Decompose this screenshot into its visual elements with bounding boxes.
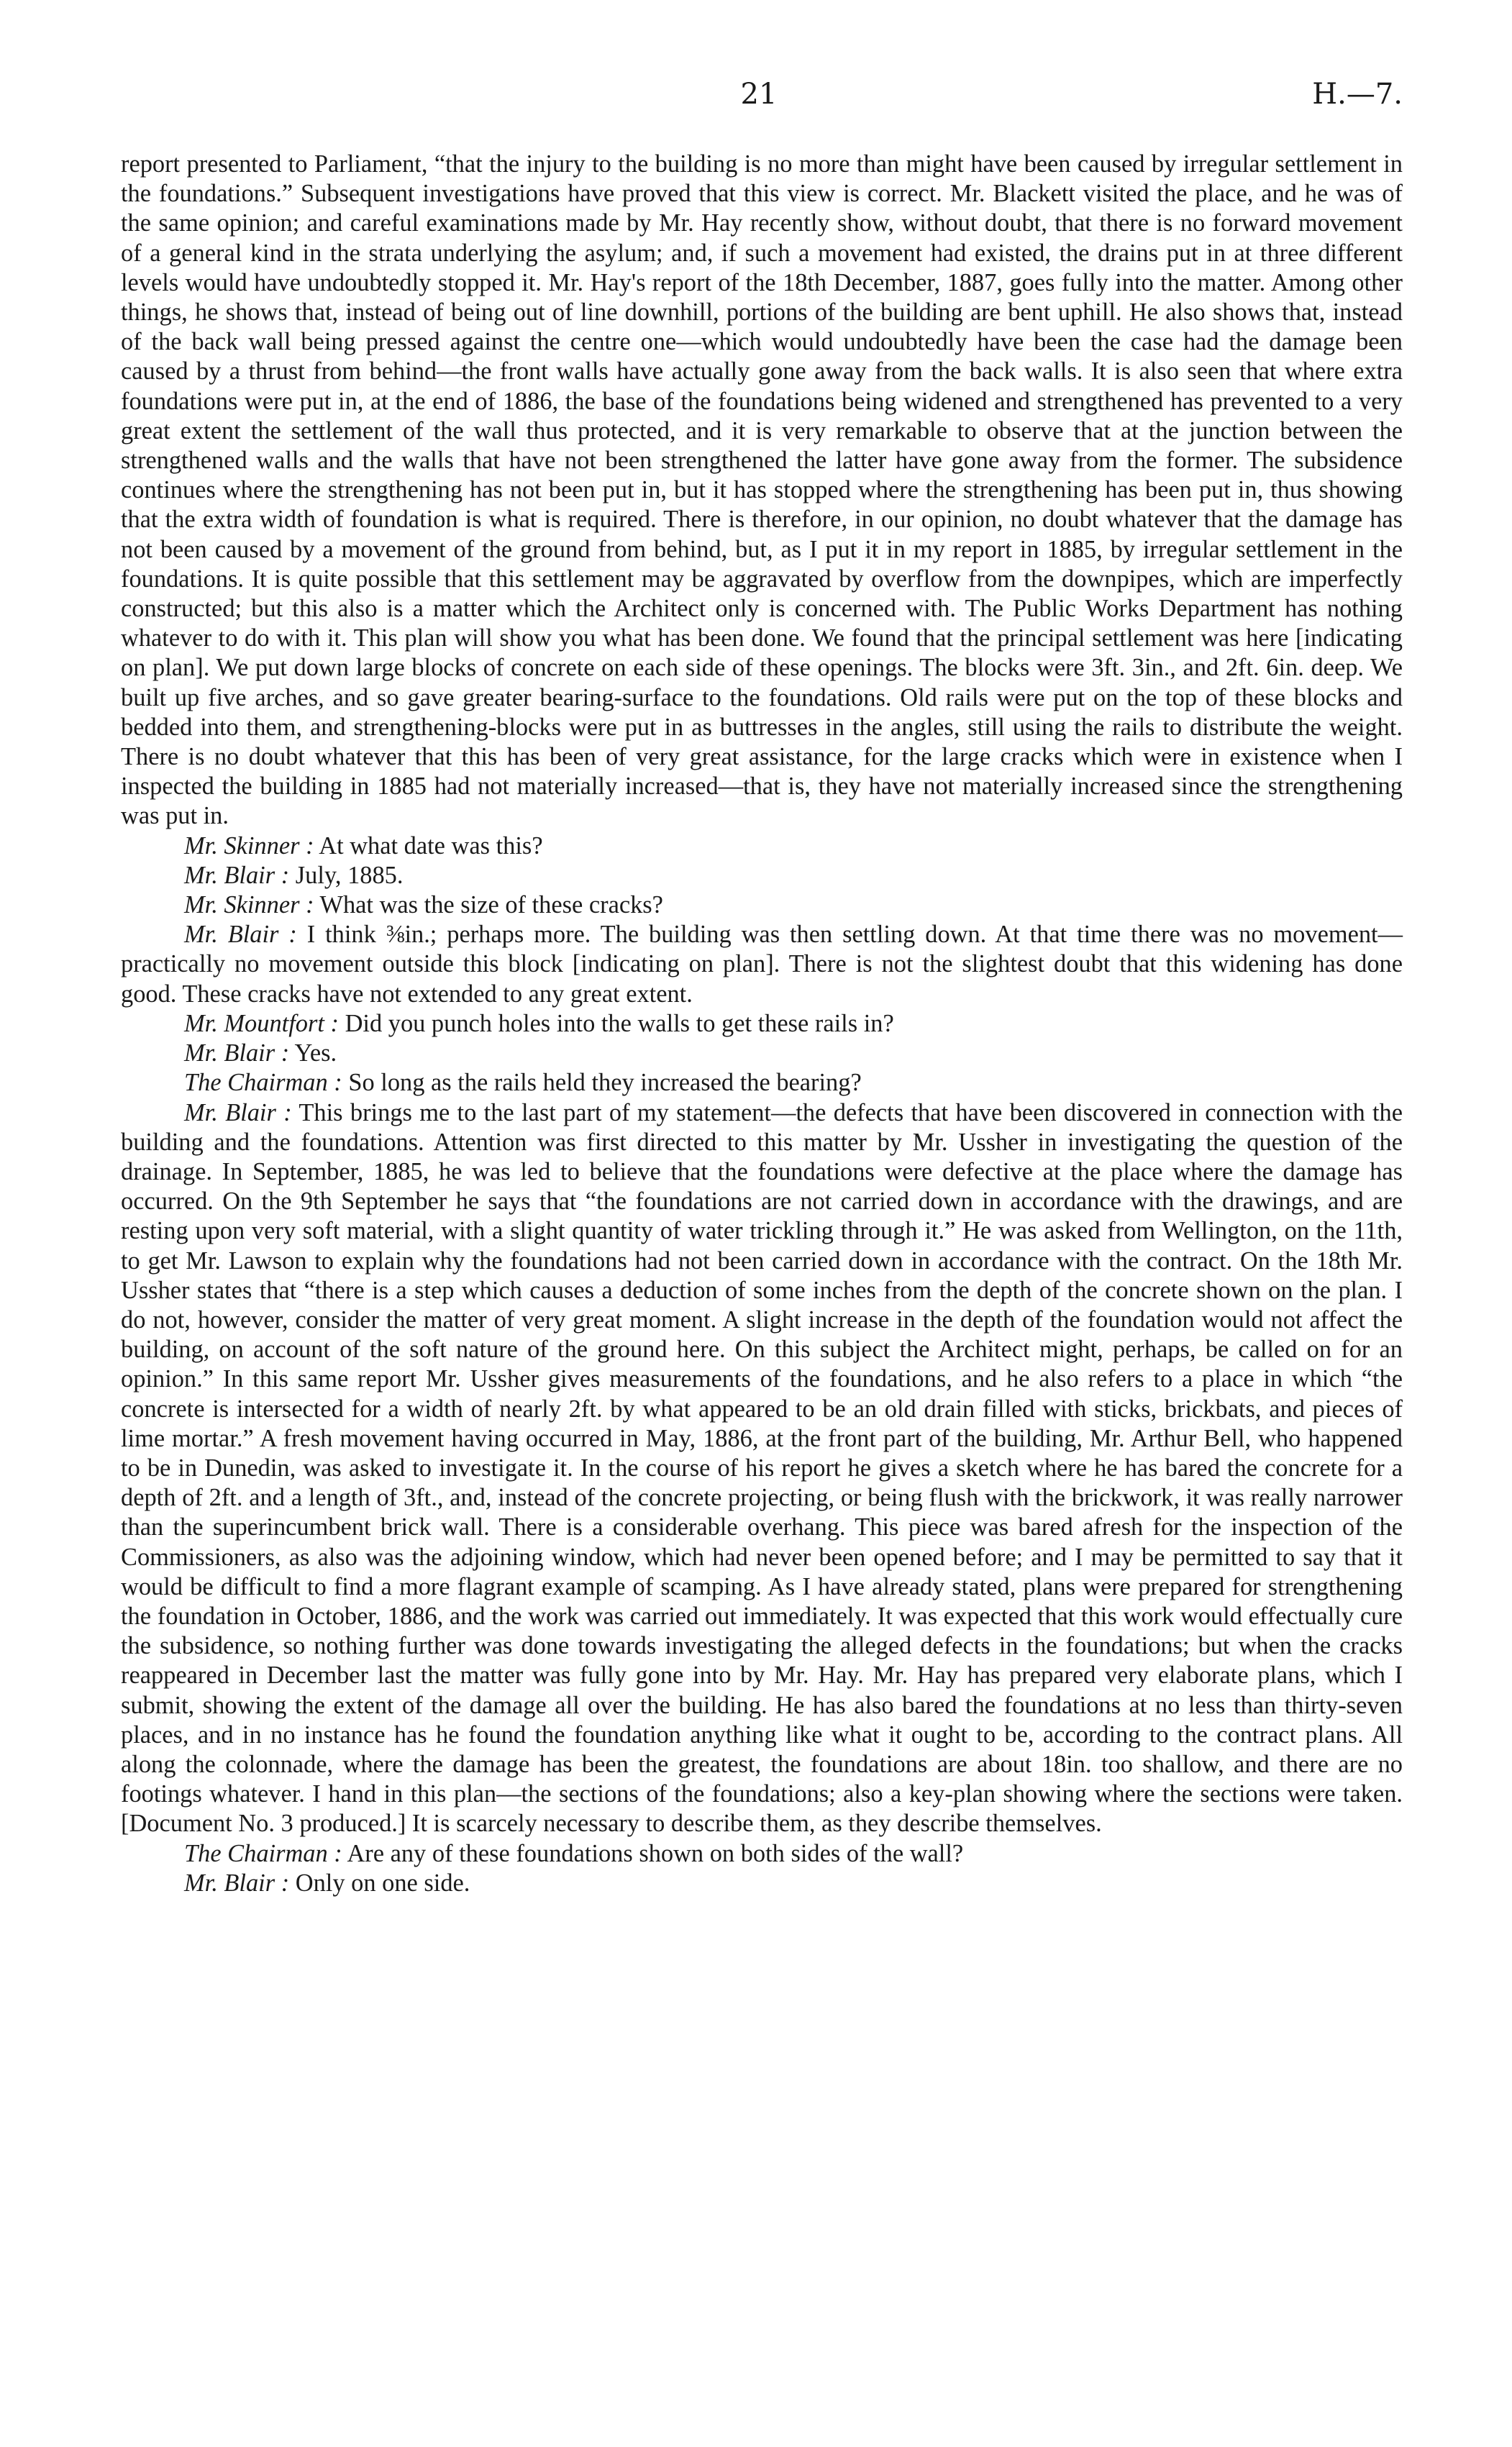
speaker-name: Mr. Skinner : <box>184 831 314 860</box>
dialogue-line <box>121 861 1403 890</box>
speaker-name: Mr. Blair : <box>184 861 290 889</box>
speaker-name: The Chairman : <box>184 1839 342 1867</box>
dialogue-text: July, 1885. <box>295 861 404 889</box>
dialogue-line <box>121 920 1403 1009</box>
dialogue-text: I think ⅜in.; perhaps more. The building was then settling down. At that time there was no movement—practically no movement outside this block [indicating on plan]. There is not the slightest doubt that this widening has done good. These cracks have not extended to any great extent. <box>121 921 1403 1008</box>
body-text <box>121 150 1403 1898</box>
dialogue-line <box>121 1009 1403 1039</box>
page-number: 21 <box>740 78 778 111</box>
dialogue-line <box>121 890 1403 920</box>
dialogue-line <box>121 1068 1403 1098</box>
dialogue-text: At what date was this? <box>319 831 543 860</box>
speaker-name: Mr. Mountfort : <box>184 1009 339 1037</box>
speaker-name: Mr. Blair : <box>184 1869 290 1897</box>
dialogue-text: What was the size of these cracks? <box>319 891 663 919</box>
dialogue-text: Are any of these foundations shown on both sides of the wall? <box>347 1839 964 1867</box>
dialogue-text: Only on one side. <box>295 1869 470 1897</box>
document-reference: H.—7. <box>1312 78 1403 111</box>
dialogue-line <box>121 1039 1403 1068</box>
speaker-name: Mr. Blair : <box>184 921 297 949</box>
speaker-name: The Chairman : <box>184 1069 342 1097</box>
dialogue-line <box>121 1098 1403 1839</box>
dialogue-line <box>121 1839 1403 1869</box>
speaker-name: Mr. Blair : <box>184 1039 290 1067</box>
dialogue-line <box>121 831 1403 861</box>
paragraph-continuation <box>121 150 1403 831</box>
speaker-name: Mr. Skinner : <box>184 891 314 919</box>
dialogue-text: So long as the rails held they increased the bearing? <box>348 1069 862 1097</box>
dialogue-text: Yes. <box>294 1039 337 1067</box>
dialogue-text: Did you punch holes into the walls to get these rails in? <box>345 1009 894 1037</box>
speaker-name: Mr. Blair : <box>184 1098 292 1126</box>
dialogue-line <box>121 1869 1403 1898</box>
page-header <box>115 78 1403 128</box>
dialogue-text: This brings me to the last part of my statement—the defects that have been discovered in connection with the building and the foundations. Attention was first directed to this matter by Mr. Ussher in investigating the question of the drainage. In September, 1885, he was led to believe that the foundations were defective at the place where the damage has occurred. On the 9th September he says that “the foundations are not carried down in accordance with the drawings, and are resting upon very soft material, with a slight quantity of water trickling through it.” He was asked from Wellington, on the 11th, to get Mr. Lawson to explain why the foundations had not been carried down in accordance with the contract. On the 18th Mr. Ussher states that “there is a step which causes a deduction of some inches from the depth of the concrete shown on the plan. I do not, however, consider the matter of very great moment. A slight increase in the depth of the foundation would not affect the building, on account of the soft nature of the ground here. On this subject the Architect might, perhaps, be called on for an opinion.” In this same report Mr. Ussher gives measurements of the foundations, and he also refers to a place in which “the concrete is intersected for a width of nearly 2ft. by what appeared to be an old drain filled with sticks, brickbats, and pieces of lime mortar.” A fresh movement having occurred in May, 1886, at the front part of the building, Mr. Arthur Bell, who happened to be in Dunedin, was asked to investigate it. In the course of his report he gives a sketch where he has bared the concrete for a depth of 2ft. and a length of 3ft., and, instead of the concrete projecting, or being flush with the brickwork, it was really narrower than the superincumbent brick wall. There is a considerable overhang. This piece was bared afresh for the inspection of the Commissioners, as also was the adjoining window, which had never been opened before; and I may be permitted to say that it would be difficult to find a more flagrant example of scamping. As I have already stated, plans were prepared for strengthening the foundation in October, 1886, and the work was carried out immediately. It was expected that this work would effectually cure the subsidence, so nothing further was done towards investigating the alleged defects in the foundations; but when the cracks reappeared in December last the matter was fully gone into by Mr. Hay. Mr. Hay has prepared very elaborate plans, which I submit, showing the extent of the damage all over the building. He has also bared the foundations at no less than thirty-seven places, and in no instance has he found the foundation anything like what it ought to be, according to the contract plans. All along the colonnade, where the damage has been the greatest, the foundations are about 18in. too shallow, and there are no footings whatever. I hand in this plan—the sections of the foundations; also a key-plan showing where the sections were taken. [Document No. 3 produced.] It is scarcely necessary to describe them, as they describe themselves. <box>121 1098 1403 1838</box>
paragraph-text: report presented to Parliament, “that the injury to the building is no more than might have been caused by irregular settlement in the foundations.” Subsequent investigations have proved that this view is correct. Mr. Blackett visited the place, and he was of the same opinion; and careful examinations made by Mr. Hay recently show, without doubt, that there is no forward movement of a general kind in the strata underlying the asylum; and, if such a movement had existed, the drains put in at three different levels would have undoubtedly stopped it. Mr. Hay's report of the 18th December, 1887, goes fully into the matter. Among other things, he shows that, instead of being out of line downhill, portions of the building are bent uphill. He also shows that, instead of the back wall being pressed against the centre one—which would undoubtedly have been the case had the damage been caused by a thrust from behind—the front walls have actually gone away from the back walls. It is also seen that where extra foundations were put in, at the end of 1886, the base of the foundations being widened and strengthened has prevented to a very great extent the settlement of the wall thus protected, and it is very remarkable to observe that at the junction between the strengthened walls and the walls that have not been strengthened the latter have gone away from the former. The subsidence continues where the strengthening has not been put in, but it has stopped where the strengthening has been put in, thus showing that the extra width of foundation is what is required. There is therefore, in our opinion, no doubt whatever that the damage has not been caused by a movement of the ground from behind, but, as I put it in my report in 1885, by irregular settlement in the foundations. It is quite possible that this settlement may be aggravated by overflow from the downpipes, which are imperfectly constructed; but this also is a matter which the Architect only is concerned with. The Public Works Department has nothing whatever to do with it. This plan will show you what has been done. We found that the principal settlement was here [indicating on plan]. We put down large blocks of concrete on each side of these openings. The blocks were 3ft. 3in., and 2ft. 6in. deep. We built up five arches, and so gave greater bearing-surface to the foundations. Old rails were put on the top of these blocks and bedded into them, and strengthening-blocks were put in as buttresses in the angles, still using the rails to distribute the weight. There is no doubt whatever that this has been of very great assistance, for the large cracks which were in existence when I inspected the building in 1885 had not materially increased—that is, they have not materially increased since the strengthening was put in. <box>121 150 1403 830</box>
